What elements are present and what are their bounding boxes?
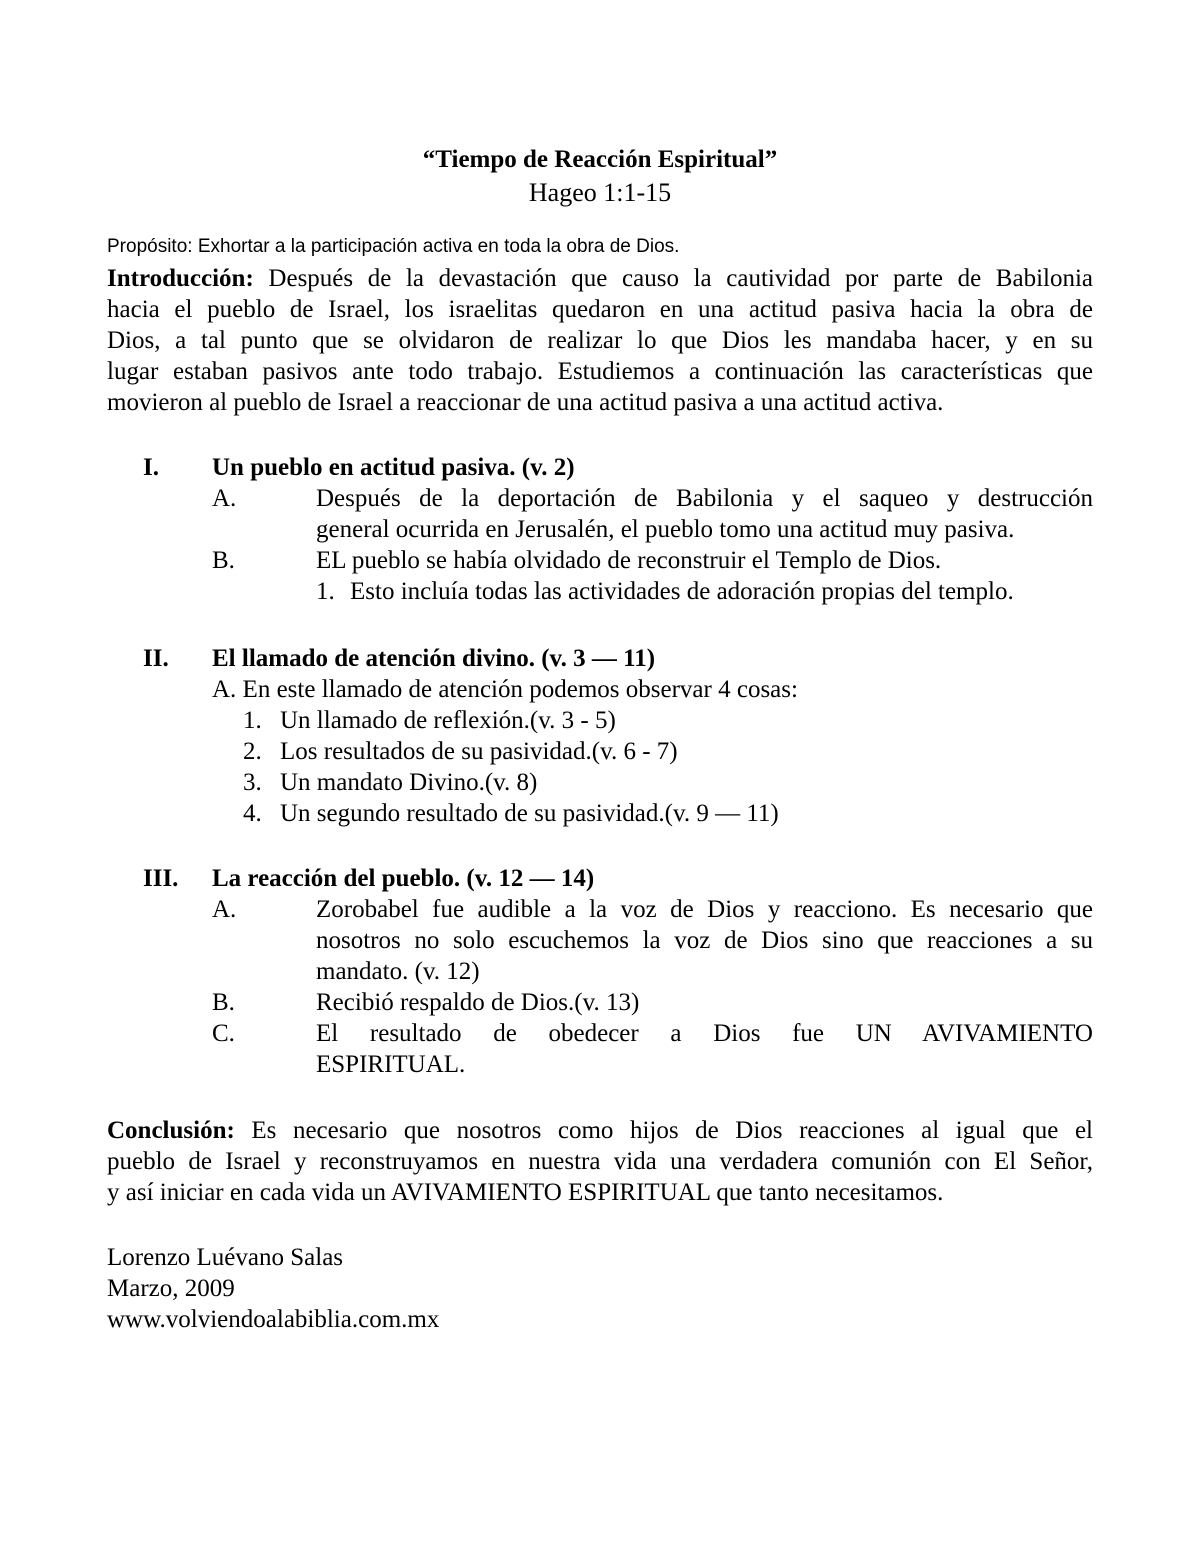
intro-line-2: hacia el pueblo de Israel, los israelitas quedaron en una actitud pasiva hacia la obra de [107,296,1093,323]
section-3-c-line-2: ESPIRITUAL. [316,1051,466,1078]
section-2-item-4-number: 4. [243,800,262,827]
section-3-c-line-1: El resultado de obedecer a Dios fue UN AVIVAMIENTO [316,1020,1093,1047]
section-1-a-label: A. [212,485,237,512]
section-3-b-text: Recibió respaldo de Dios.(v. 13) [316,989,640,1016]
section-1-a-line-2: general ocurrida en Jerusalén, el pueblo tomo una actitud muy pasiva. [316,516,1015,543]
section-3-a-label: A. [212,896,237,923]
section-1-a-line-1: Después de la deportación de Babilonia y el saqueo y destrucción [316,485,1093,512]
conclusion-line-2: pueblo de Israel y reconstruyamos en nuestra vida una verdadera comunión con El Señor, [107,1148,1093,1175]
section-1-b-1-number: 1. [316,578,335,605]
website-text: www.volviendoalabiblia.com.mx [107,1306,440,1333]
section-3-c-label: C. [212,1020,235,1047]
signature-date: Marzo, 2009 [107,1275,235,1302]
section-2-item-1-number: 1. [243,707,262,734]
section-2-item-3-number: 3. [243,769,262,796]
intro-line-3: Dios, a tal punto que se olvidaron de realizar lo que Dios les mandaba hacer, y en su [107,327,1093,354]
section-1-number: I. [143,454,159,481]
section-3-heading: La reacción del pueblo. (v. 12 — 14) [212,865,595,892]
section-2-a-text: A. En este llamado de atención podemos observar 4 cosas: [212,676,798,703]
intro-label: Introducción: [107,265,254,292]
section-1-b-text: EL pueblo se había olvidado de reconstruir el Templo de Dios. [316,547,942,574]
section-2-item-4-text: Un segundo resultado de su pasividad.(v. 9 — 11) [280,800,779,827]
conclusion-label: Conclusión: [107,1117,235,1144]
intro-line-4: lugar estaban pasivos ante todo trabajo. Estudiemos a continuación las características que [107,358,1093,385]
section-2-item-3-text: Un mandato Divino.(v. 8) [280,769,538,796]
section-3-a-line-1: Zorobabel fue audible a la voz de Dios y reacciono. Es necesario que [316,896,1093,923]
section-3-a-line-3: mandato. (v. 12) [316,958,480,985]
section-3-b-label: B. [212,989,235,1016]
section-2-number: II. [143,645,169,672]
intro-line-1: Introducción: Después de la devastación que causo la cautividad por parte de Babilonia [107,265,1094,292]
intro-line-5: movieron al pueblo de Israel a reaccionar de una actitud pasiva a una actitud activa. [107,389,944,416]
section-1-heading: Un pueblo en actitud pasiva. (v. 2) [212,454,575,481]
section-3-number: III. [143,865,179,892]
section-2-item-1-text: Un llamado de reflexión.(v. 3 - 5) [280,707,616,734]
section-3-a-line-2: nosotros no solo escuchemos la voz de Dios sino que reacciones a su [316,927,1093,954]
section-2-heading: El llamado de atención divino. (v. 3 — 11) [212,645,656,672]
conclusion-line-3: y así iniciar en cada vida un AVIVAMIENTO ESPIRITUAL que tanto necesitamos. [107,1179,944,1206]
purpose-line: Propósito: Exhortar a la participación activa en toda la obra de Dios. [107,236,680,257]
section-2-item-2-text: Los resultados de su pasividad.(v. 6 - 7) [280,738,678,765]
document-title: “Tiempo de Reacción Espiritual” [422,146,778,173]
section-1-b-1-text: Esto incluía todas las actividades de adoración propias del templo. [350,578,1014,605]
section-1-b-label: B. [212,547,235,574]
section-2-item-2-number: 2. [243,738,262,765]
author-name: Lorenzo Luévano Salas [107,1244,344,1271]
conclusion-line-1: Conclusión: Es necesario que nosotros como hijos de Dios reacciones al igual que el [107,1117,1094,1144]
scripture-reference: Hageo 1:1-15 [528,178,672,207]
